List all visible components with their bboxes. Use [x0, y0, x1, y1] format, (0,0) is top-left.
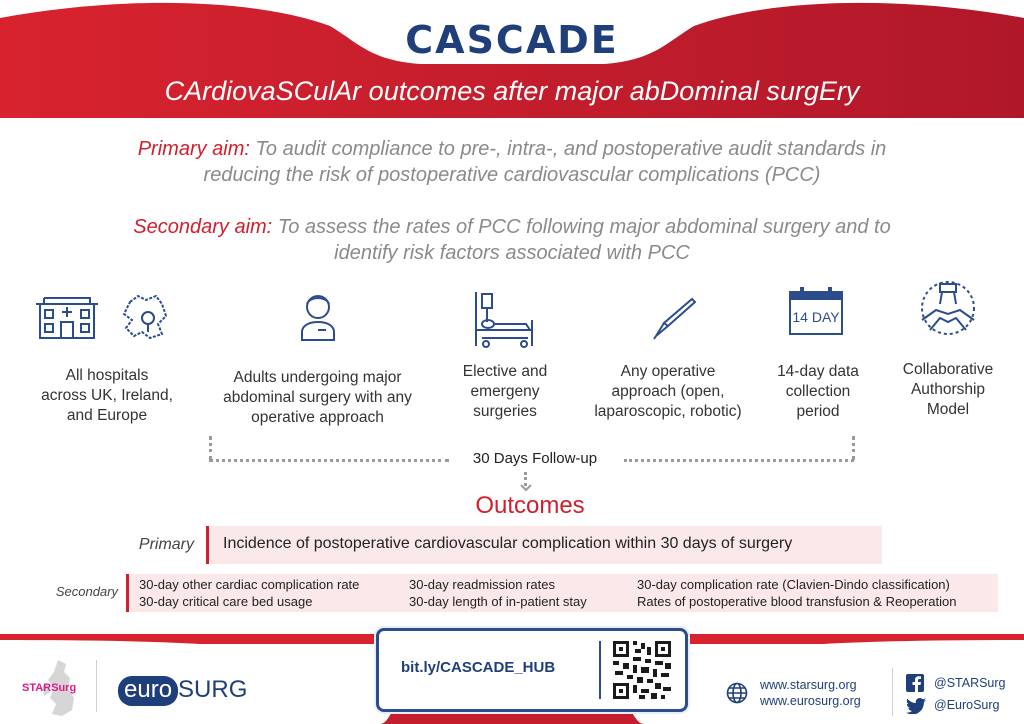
followup-right-vertical	[852, 436, 855, 460]
feature-hospitals-caption: All hospitals across UK, Ireland, and Europe	[41, 367, 173, 424]
primary-aim-line2: reducing the risk of postoperative cardiovascular complications (PCC)	[203, 164, 821, 186]
feature-adults-caption: Adults undergoing major abdominal surgery with any operative approach	[223, 369, 412, 426]
followup-left-line	[209, 459, 449, 462]
calendar-label: 14 DAY	[792, 309, 840, 325]
secondary-outcome-item: 30-day length of in-patient stay	[409, 594, 587, 609]
followup-left-vertical	[209, 436, 212, 460]
primary-aim-line1: To audit compliance to pre-, intra-, and postoperative audit standards in	[255, 138, 887, 160]
primary-outcome-box	[206, 526, 882, 564]
adult-person-icon	[298, 292, 338, 342]
primary-aim-label: Primary aim:	[137, 138, 250, 160]
qr-code-icon[interactable]	[611, 639, 673, 701]
facebook-handle[interactable]: @STARSurg	[934, 676, 1006, 690]
eurosurg-logo: euro SURG	[118, 676, 247, 706]
feature-surgeries-caption: Elective and emergeny surgeries	[462, 363, 548, 420]
twitter-icon[interactable]	[906, 698, 926, 714]
secondary-outcome-item: 30-day complication rate (Clavien-Dindo classification)	[637, 577, 950, 592]
scalpel-icon	[652, 296, 696, 340]
hub-link-box[interactable]	[376, 628, 688, 712]
secondary-outcome-item: 30-day other cardiac complication rate	[139, 577, 360, 592]
page-subtitle: CArdiovaSCulAr outcomes after major abDominal surgEry	[164, 76, 860, 106]
secondary-aim-label: Secondary aim:	[133, 216, 273, 238]
social-divider	[892, 668, 893, 716]
starsurg-logo: STARSurg	[22, 682, 77, 694]
feature-approach-caption: Any operative approach (open, laparoscopic, robotic)	[594, 363, 742, 420]
cascade-logo: CASCADE	[405, 18, 619, 62]
twitter-handle[interactable]: @EuroSurg	[934, 698, 1000, 712]
collaborative-hands-icon	[918, 280, 978, 336]
hospital-bed-icon	[472, 290, 536, 350]
hospital-europe-icon	[34, 294, 170, 340]
feature-authorship-caption: Collaborative Authorship Model	[902, 361, 994, 418]
hub-link[interactable]: bit.ly/CASCADE_HUB	[401, 659, 556, 676]
secondary-outcome-box	[126, 574, 998, 612]
secondary-aim	[60, 214, 964, 266]
feature-period-caption: 14-day data collection period	[777, 363, 859, 420]
secondary-outcome-label: Secondary	[55, 584, 118, 599]
followup-label: 30 Days Follow-up	[472, 450, 598, 467]
outcomes-title: Outcomes	[475, 492, 585, 519]
secondary-aim-line2: identify risk factors associated with PCC	[334, 242, 690, 264]
primary-aim	[60, 136, 964, 188]
logo-divider	[96, 660, 97, 712]
globe-icon	[726, 682, 748, 704]
secondary-outcome-item: Rates of postoperative blood transfusion & Reoperation	[637, 594, 957, 609]
followup-arrow-icon	[519, 484, 533, 492]
secondary-aim-line1: To assess the rates of PCC following major abdominal surgery and to	[277, 216, 891, 238]
facebook-icon[interactable]	[906, 674, 924, 692]
secondary-outcome-item: 30-day critical care bed usage	[139, 594, 313, 609]
hub-divider	[599, 641, 601, 699]
primary-outcome-text: Incidence of postoperative cardiovascular complication within 30 days of surgery	[223, 535, 793, 552]
followup-right-line	[624, 459, 854, 462]
website-starsurg[interactable]: www.starsurg.org	[760, 678, 857, 692]
primary-outcome-label: Primary	[138, 536, 194, 553]
website-eurosurg[interactable]: www.eurosurg.org	[760, 694, 861, 708]
calendar-icon	[788, 286, 844, 336]
secondary-outcome-item: 30-day readmission rates	[409, 577, 555, 592]
